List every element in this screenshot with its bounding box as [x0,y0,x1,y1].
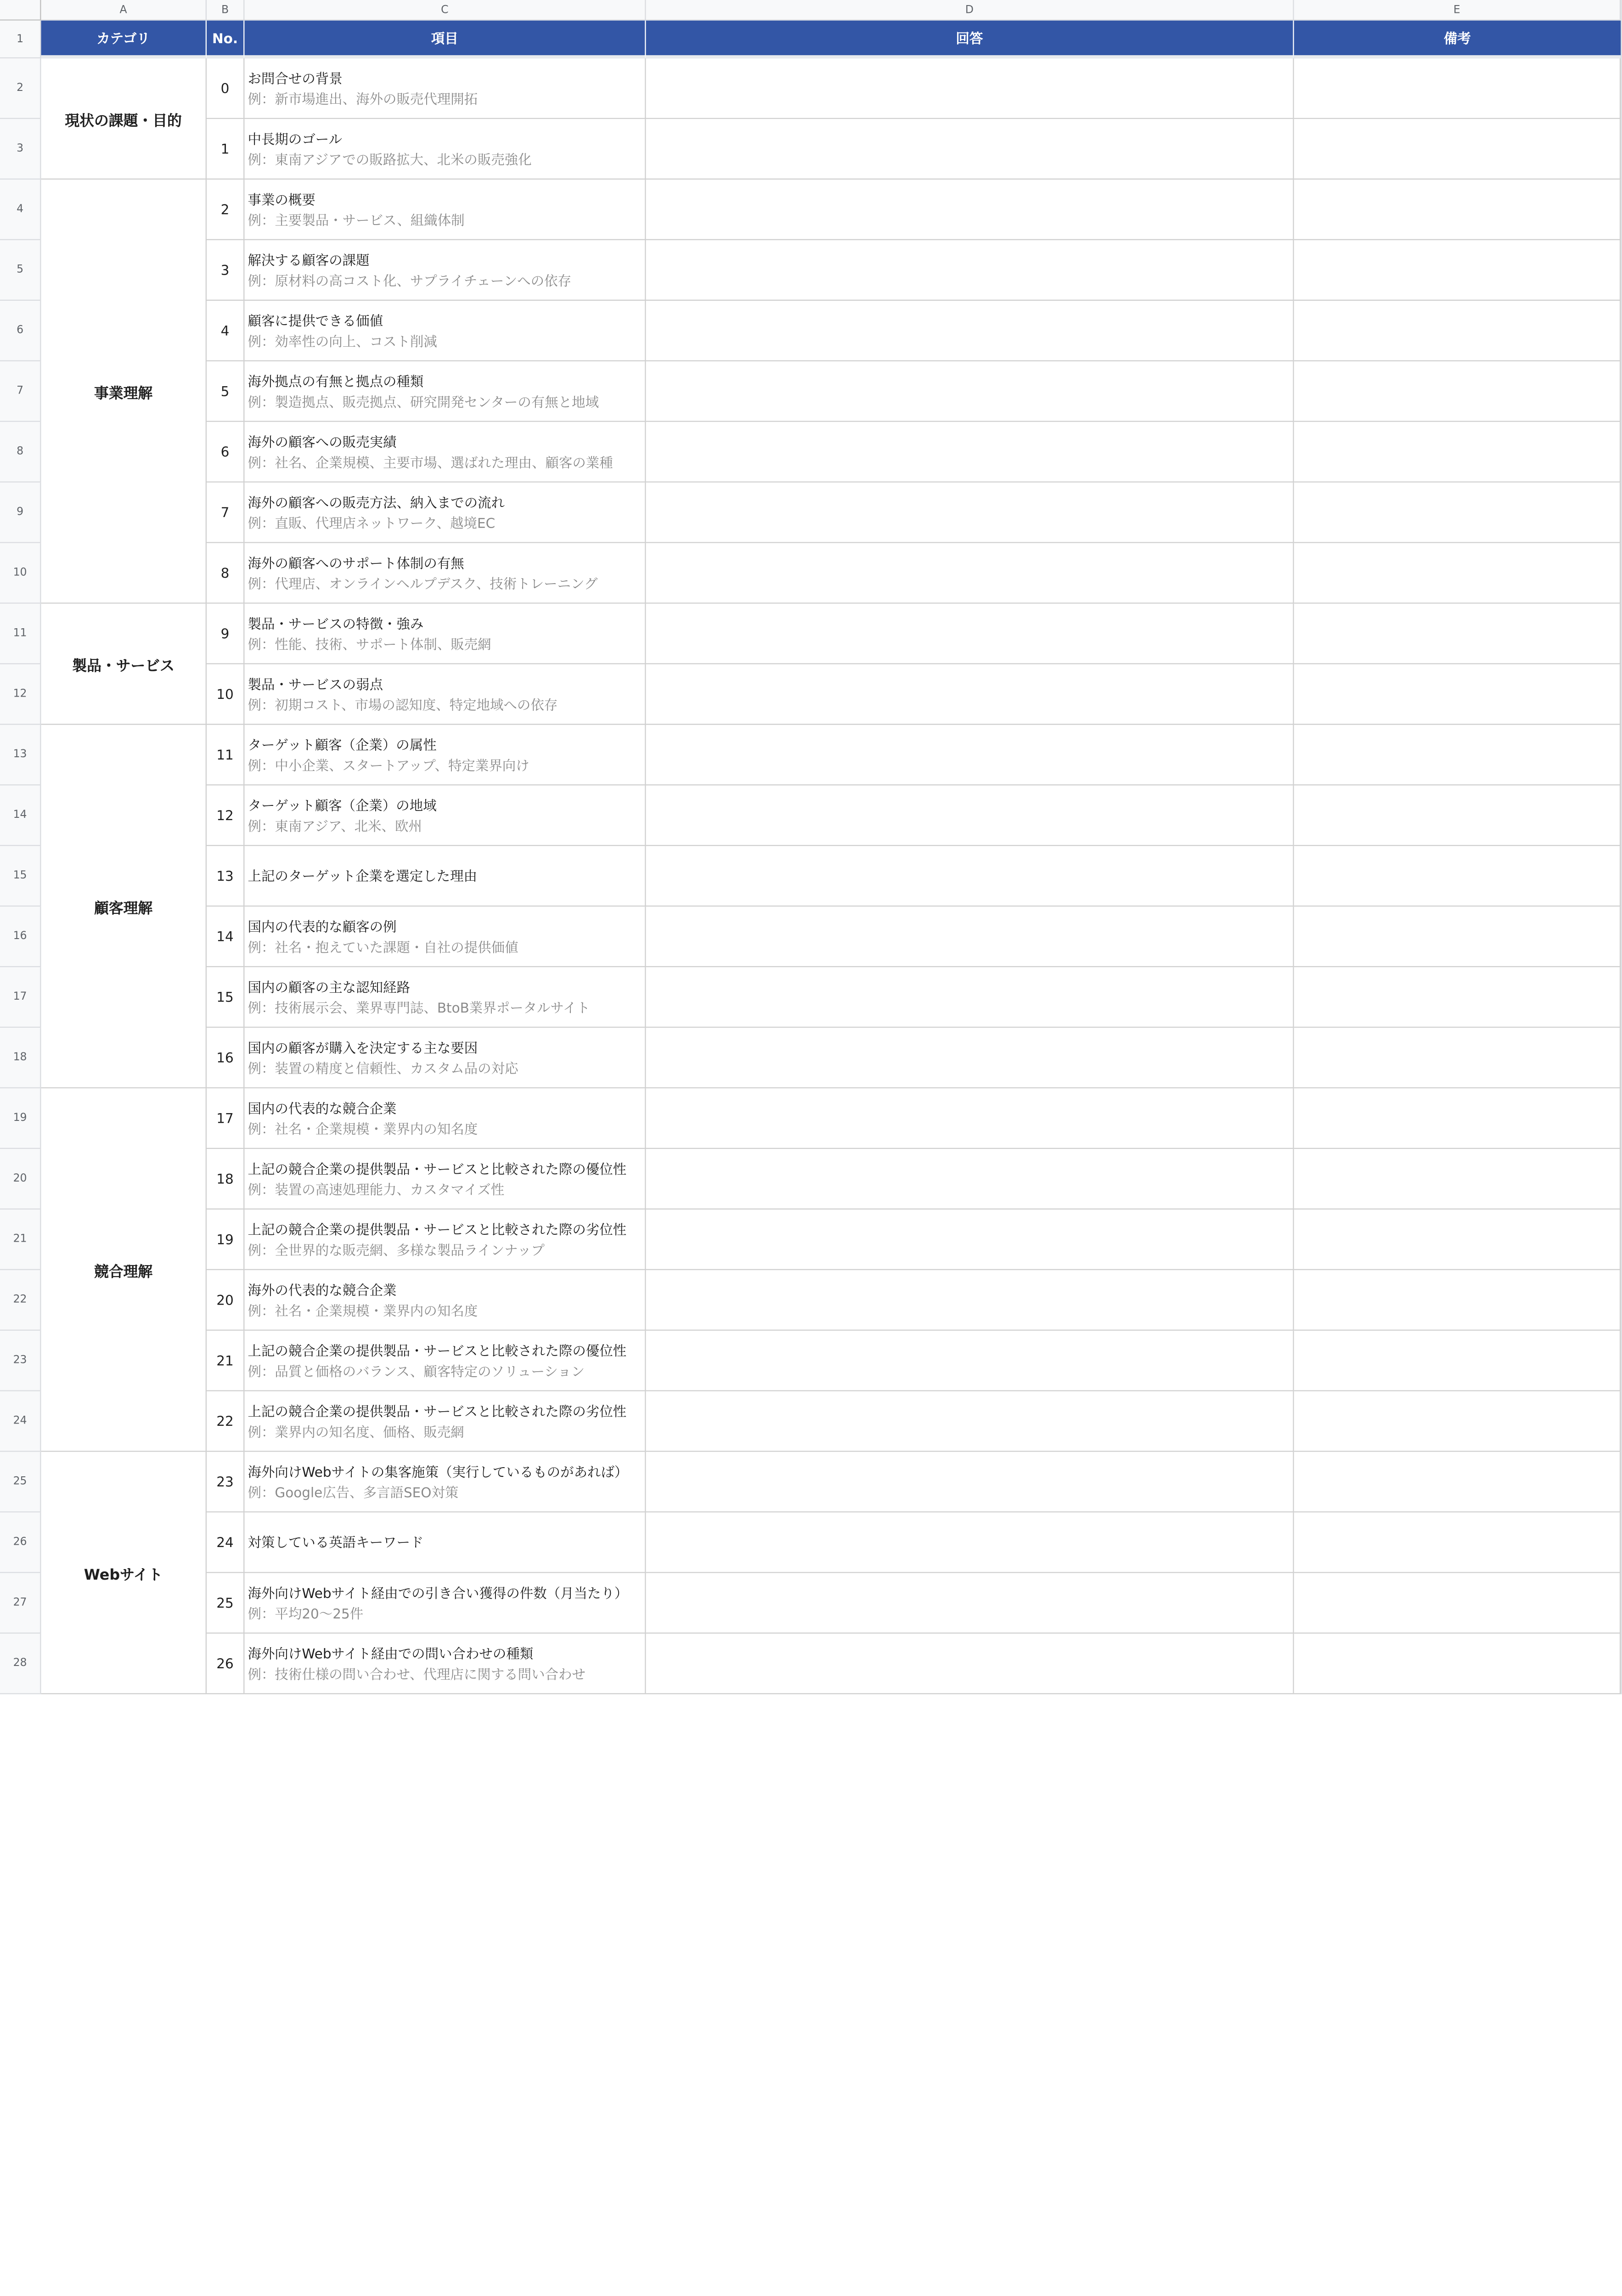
item-number-cell[interactable]: 25 [207,1573,244,1634]
item-example: 例：装置の高速処理能力、カスタマイズ性 [248,1181,505,1197]
item-title: 中長期のゴール [248,130,343,147]
item-number-cell[interactable]: 26 [207,1634,244,1694]
item-number-cell[interactable]: 1 [207,119,244,180]
answer-cell[interactable] [646,240,1294,301]
item-number-cell[interactable]: 17 [207,1088,244,1149]
item-cell[interactable] [244,906,646,967]
item-title: 国内の顧客が購入を決定する主な要因 [248,1039,478,1056]
item-example: 例：技術展示会、業界専門誌、BtoB業界ポータルサイト [248,999,590,1016]
item-example: 例：中小企業、スタートアップ、特定業界向け [248,757,529,773]
item-example: 例：平均20〜25件 [248,1605,364,1621]
item-cell[interactable] [244,1149,646,1210]
answer-cell[interactable] [646,58,1294,119]
item-number-cell[interactable]: 8 [207,543,244,604]
item-number-cell[interactable]: 14 [207,906,244,967]
answer-cell[interactable] [646,604,1294,664]
answer-cell[interactable] [646,664,1294,725]
item-cell[interactable] [244,725,646,786]
item-title: 国内の代表的な顧客の例 [248,918,397,934]
notes-cell[interactable] [1294,1210,1621,1270]
notes-cell[interactable] [1294,604,1621,664]
row-header[interactable]: 13 [0,725,41,786]
item-example: 例：主要製品・サービス、組織体制 [248,211,465,228]
item-number-cell[interactable]: 3 [207,240,244,301]
item-example: 例：業界内の知名度、価格、販売網 [248,1423,464,1440]
notes-cell[interactable] [1294,1452,1621,1513]
row-header[interactable]: 4 [0,180,41,240]
item-title: 海外の代表的な競合企業 [248,1281,397,1298]
item-cell[interactable] [244,422,646,483]
item-example: 例：技術仕様の問い合わせ、代理店に関する問い合わせ [248,1666,586,1682]
item-title: 上記の競合企業の提供製品・サービスと比較された際の劣位性 [248,1221,627,1238]
item-number-cell[interactable]: 2 [207,180,244,240]
notes-cell[interactable] [1294,543,1621,604]
item-number-cell[interactable]: 6 [207,422,244,483]
notes-cell[interactable] [1294,483,1621,543]
answer-cell[interactable] [646,1573,1294,1634]
notes-cell[interactable] [1294,785,1621,846]
column-header-c[interactable]: C [244,0,646,21]
row-header[interactable]: 15 [0,846,41,906]
notes-cell[interactable] [1294,422,1621,483]
row-header[interactable]: 5 [0,240,41,301]
row-header[interactable]: 11 [0,604,41,664]
item-cell[interactable] [244,1452,646,1513]
item-example: 例：社名・企業規模・業界内の知名度 [248,1302,478,1318]
item-cell[interactable] [244,1573,646,1634]
item-example: 例：社名・抱えていた課題・自社の提供価値 [248,938,518,955]
header-notes[interactable]: 備考 [1294,21,1621,58]
item-number-cell[interactable]: 5 [207,361,244,422]
notes-cell[interactable] [1294,1573,1621,1634]
answer-cell[interactable] [646,1270,1294,1331]
header-item[interactable]: 項目 [244,21,646,58]
item-example: 例：効率性の向上、コスト削減 [248,332,437,349]
column-header-d[interactable]: D [646,0,1294,21]
item-cell[interactable] [244,240,646,301]
answer-cell[interactable] [646,1513,1294,1573]
answer-cell[interactable] [646,1028,1294,1088]
row-header[interactable]: 9 [0,483,41,543]
item-title: 海外の顧客への販売方法、納入までの流れ [248,494,505,510]
item-number-cell[interactable]: 21 [207,1331,244,1391]
row-header[interactable]: 14 [0,785,41,846]
item-title: 製品・サービスの特徴・強み [248,615,424,631]
item-title: 顧客に提供できる価値 [248,312,383,329]
notes-cell[interactable] [1294,1270,1621,1331]
notes-cell[interactable] [1294,240,1621,301]
item-cell[interactable] [244,967,646,1028]
notes-cell[interactable] [1294,1149,1621,1210]
item-number-cell[interactable]: 22 [207,1391,244,1452]
category-cell[interactable]: 事業理解 [41,180,207,604]
item-example: 例：社名、企業規模、主要市場、選ばれた理由、顧客の業種 [248,454,613,470]
item-number-cell[interactable]: 10 [207,664,244,725]
item-cell[interactable] [244,846,646,906]
row-header[interactable]: 20 [0,1149,41,1210]
notes-cell[interactable] [1294,301,1621,361]
item-cell[interactable] [244,1088,646,1149]
notes-cell[interactable] [1294,361,1621,422]
item-title: 海外向けWebサイトの集客施策（実行しているものがあれば） [248,1463,628,1480]
item-title: 事業の概要 [248,191,315,208]
notes-cell[interactable] [1294,1331,1621,1391]
item-example: 例：東南アジア、北米、欧州 [248,817,422,834]
item-cell[interactable] [244,1210,646,1270]
answer-cell[interactable] [646,180,1294,240]
item-number-cell[interactable]: 15 [207,967,244,1028]
answer-cell[interactable] [646,1391,1294,1452]
row-header[interactable]: 25 [0,1452,41,1513]
item-example: 例：初期コスト、市場の認知度、特定地域への依存 [248,696,558,713]
row-header[interactable]: 1 [0,21,41,58]
item-title: 海外拠点の有無と拠点の種類 [248,372,424,389]
item-number-cell[interactable]: 18 [207,1149,244,1210]
item-title: 解決する顧客の課題 [248,251,370,268]
category-cell[interactable]: 製品・サービス [41,604,207,725]
category-cell[interactable]: 現状の課題・目的 [41,58,207,180]
column-header-b[interactable]: B [207,0,244,21]
item-title: 海外の顧客への販売実績 [248,433,397,450]
item-example: 例：代理店、オンラインヘルプデスク、技術トレーニング [248,575,598,591]
row-header[interactable]: 21 [0,1210,41,1270]
answer-cell[interactable] [646,785,1294,846]
item-title: ターゲット顧客（企業）の地域 [248,797,437,813]
row-header[interactable]: 2 [0,58,41,119]
item-number-cell[interactable]: 0 [207,58,244,119]
item-title: 上記の競合企業の提供製品・サービスと比較された際の優位性 [248,1160,627,1177]
row-header[interactable]: 12 [0,664,41,725]
header-answer[interactable]: 回答 [646,21,1294,58]
header-no[interactable]: No. [207,21,244,58]
answer-cell[interactable] [646,967,1294,1028]
item-cell[interactable] [244,1331,646,1391]
item-cell[interactable] [244,361,646,422]
answer-cell[interactable] [646,543,1294,604]
item-number-cell[interactable]: 12 [207,785,244,846]
item-title: 海外向けWebサイト経由での問い合わせの種類 [248,1645,534,1661]
item-title: 国内の代表的な競合企業 [248,1099,397,1116]
item-title: お問合せの背景 [248,69,343,86]
answer-cell[interactable] [646,119,1294,180]
item-cell[interactable] [244,119,646,180]
row-header[interactable]: 7 [0,361,41,422]
item-example: 例：Google広告、多言語SEO対策 [248,1484,459,1500]
notes-cell[interactable] [1294,664,1621,725]
answer-cell[interactable] [646,1210,1294,1270]
item-example: 例：社名・企業規模・業界内の知名度 [248,1120,478,1137]
item-title: ターゲット顧客（企業）の属性 [248,736,437,753]
item-title: 上記の競合企業の提供製品・サービスと比較された際の劣位性 [248,1402,627,1419]
notes-cell[interactable] [1294,846,1621,906]
notes-cell[interactable] [1294,1088,1621,1149]
answer-cell[interactable] [646,846,1294,906]
row-header[interactable]: 27 [0,1573,41,1634]
item-number-cell[interactable]: 24 [207,1513,244,1573]
notes-cell[interactable] [1294,1391,1621,1452]
row-header[interactable]: 23 [0,1331,41,1391]
item-cell[interactable] [244,1270,646,1331]
answer-cell[interactable] [646,1331,1294,1391]
row-header[interactable]: 26 [0,1513,41,1573]
notes-cell[interactable] [1294,119,1621,180]
row-header[interactable]: 28 [0,1634,41,1694]
answer-cell[interactable] [646,1149,1294,1210]
answer-cell[interactable] [646,361,1294,422]
answer-cell[interactable] [646,1452,1294,1513]
category-cell[interactable]: Webサイト [41,1452,207,1694]
row-header[interactable]: 24 [0,1391,41,1452]
item-title: 海外の顧客へのサポート体制の有無 [248,554,464,571]
item-title: 対策している英語キーワード [248,1534,424,1551]
item-cell[interactable] [244,301,646,361]
answer-cell[interactable] [646,1634,1294,1694]
notes-cell[interactable] [1294,1028,1621,1088]
item-number-cell[interactable]: 9 [207,604,244,664]
notes-cell[interactable] [1294,906,1621,967]
item-number-cell[interactable]: 23 [207,1452,244,1513]
item-example: 例：新市場進出、海外の販売代理開拓 [248,90,478,107]
item-cell[interactable] [244,1513,646,1573]
header-category[interactable]: カテゴリ [41,21,207,58]
answer-cell[interactable] [646,725,1294,786]
item-example: 例：原材料の高コスト化、サプライチェーンへの依存 [248,272,572,288]
item-title: 上記の競合企業の提供製品・サービスと比較された際の優位性 [248,1342,627,1358]
item-cell[interactable] [244,483,646,543]
notes-cell[interactable] [1294,967,1621,1028]
select-all-corner[interactable] [0,0,41,21]
item-example: 例：製造拠点、販売拠点、研究開発センターの有無と地域 [248,393,599,410]
item-title: 上記のターゲット企業を選定した理由 [248,867,478,884]
item-example: 例：装置の精度と信頼性、カスタム品の対応 [248,1059,518,1076]
notes-cell[interactable] [1294,58,1621,119]
answer-cell[interactable] [646,301,1294,361]
item-number-cell[interactable]: 19 [207,1210,244,1270]
item-example: 例：東南アジアでの販路拡大、北米の販売強化 [248,151,532,168]
item-title: 製品・サービスの弱点 [248,675,383,692]
item-number-cell[interactable]: 11 [207,725,244,786]
item-number-cell[interactable]: 4 [207,301,244,361]
item-number-cell[interactable]: 16 [207,1028,244,1088]
row-header[interactable]: 22 [0,1270,41,1331]
item-cell[interactable] [244,58,646,119]
item-cell[interactable] [244,664,646,725]
item-number-cell[interactable]: 7 [207,483,244,543]
answer-cell[interactable] [646,906,1294,967]
row-header[interactable]: 17 [0,967,41,1028]
row-header[interactable]: 16 [0,906,41,967]
item-cell[interactable] [244,543,646,604]
item-title: 海外向けWebサイト経由での引き合い獲得の件数（月当たり） [248,1584,628,1601]
item-cell[interactable] [244,1028,646,1088]
item-cell[interactable] [244,785,646,846]
item-number-cell[interactable]: 13 [207,846,244,906]
item-cell[interactable] [244,604,646,664]
item-cell[interactable] [244,1634,646,1694]
column-header-a[interactable]: A [41,0,207,21]
answer-cell[interactable] [646,1088,1294,1149]
answer-cell[interactable] [646,483,1294,543]
row-header[interactable]: 19 [0,1088,41,1149]
item-example: 例：品質と価格のバランス、顧客特定のソリューション [248,1362,585,1379]
item-number-cell[interactable]: 20 [207,1270,244,1331]
row-header[interactable]: 3 [0,119,41,180]
item-example: 例：直販、代理店ネットワーク、越境EC [248,514,496,531]
answer-cell[interactable] [646,422,1294,483]
row-header[interactable]: 8 [0,422,41,483]
notes-cell[interactable] [1294,725,1621,786]
notes-cell[interactable] [1294,180,1621,240]
category-cell[interactable]: 競合理解 [41,1088,207,1452]
row-header[interactable]: 6 [0,301,41,361]
notes-cell[interactable] [1294,1634,1621,1694]
notes-cell[interactable] [1294,1513,1621,1573]
item-example: 例：性能、技術、サポート体制、販売網 [248,636,491,652]
column-header-e[interactable]: E [1294,0,1621,21]
item-cell[interactable] [244,1391,646,1452]
category-cell[interactable]: 顧客理解 [41,725,207,1089]
row-header[interactable]: 10 [0,543,41,604]
row-header[interactable]: 18 [0,1028,41,1088]
item-example: 例：全世界的な販売網、多様な製品ラインナップ [248,1241,545,1258]
item-cell[interactable] [244,180,646,240]
item-title: 国内の顧客の主な認知経路 [248,979,410,995]
